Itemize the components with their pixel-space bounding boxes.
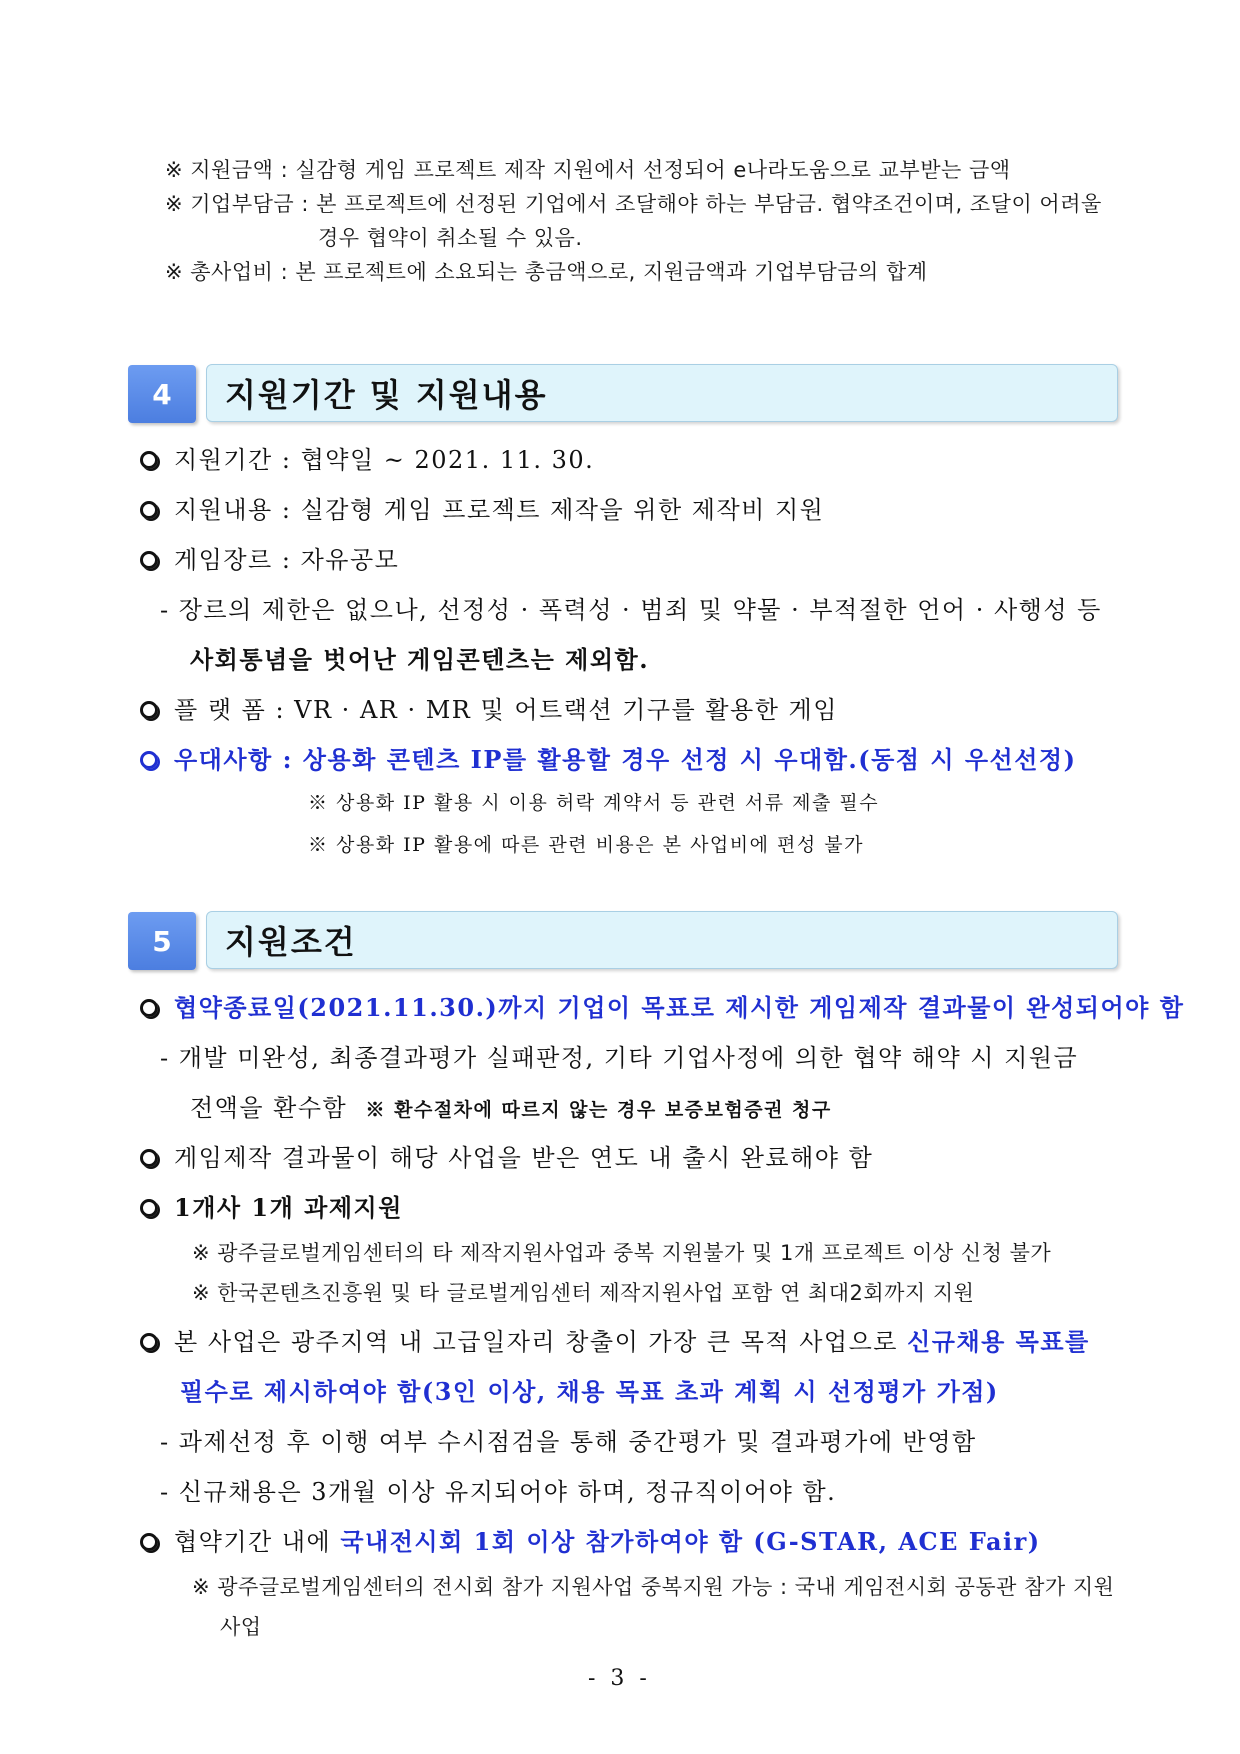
hollow-circle-bullet-icon xyxy=(140,701,158,719)
page-number: - 3 - xyxy=(588,1666,651,1691)
preference-note-2: ※ 상용화 IP 활용에 따른 관련 비용은 본 사업비에 편성 불가 xyxy=(308,834,864,856)
hiring-sub-2: - 신규채용은 3개월 이상 유지되어야 하며, 정규직이어야 함. xyxy=(160,1478,837,1506)
list-item-hiring: 본 사업은 광주지역 내 고급일자리 창출이 가장 큰 목적 사업으로 신규채용 목표를 xyxy=(140,1322,1090,1357)
hollow-circle-bullet-icon xyxy=(140,551,158,569)
list-item-preference: 우대사항 : 상용화 콘텐츠 IP를 활용할 경우 선정 시 우대함.(동점 시 우선선정) xyxy=(140,740,1076,775)
list-item-one-project: 1개사 1개 과제지원 xyxy=(140,1188,403,1223)
note-company-burden-cont: 경우 협약이 취소될 수 있음. xyxy=(318,226,583,250)
completion-sub-2: 전액을 환수함 ※ 환수절차에 따르지 않는 경우 보증보험증권 청구 xyxy=(190,1094,832,1122)
note-company-burden: ※ 기업부담금 : 본 프로젝트에 선정된 기업에서 조달해야 하는 부담금. 협약조건이며, 조달이 어려울 xyxy=(165,192,1102,216)
hiring-sub-1: - 과제선정 후 이행 여부 수시점검을 통해 중간평가 및 결과평가에 반영함 xyxy=(160,1428,977,1456)
hollow-circle-bullet-icon xyxy=(140,451,158,469)
exhibition-highlight: 국내전시회 1회 이상 참가하여야 함 (G-STAR, ACE Fair) xyxy=(340,1527,1041,1556)
section-5-number: 5 xyxy=(128,912,196,970)
list-item-period: 지원기간 : 협약일 ~ 2021. 11. 30. xyxy=(140,440,594,475)
list-item-release: 게임제작 결과물이 해당 사업을 받은 연도 내 출시 완료해야 함 xyxy=(140,1138,873,1173)
hollow-circle-bullet-icon xyxy=(140,751,158,769)
section-4-number: 4 xyxy=(128,365,196,423)
note-support-amount: ※ 지원금액 : 실감형 게임 프로젝트 제작 지원에서 선정되어 e나라도움으로 교부받는 금액 xyxy=(165,158,1011,182)
hollow-circle-bullet-icon xyxy=(140,1199,158,1217)
hiring-highlight: 신규채용 목표를 xyxy=(907,1327,1090,1356)
note-total-budget: ※ 총사업비 : 본 프로젝트에 소요되는 총금액으로, 지원금액과 기업부담금의 합계 xyxy=(165,260,928,284)
hollow-circle-bullet-icon xyxy=(140,999,158,1017)
exhibition-note-cont: 사업 xyxy=(220,1615,262,1639)
one-project-note-1: ※ 광주글로벌게임센터의 타 제작지원사업과 중복 지원불가 및 1개 프로젝트 이상 신청 불가 xyxy=(192,1241,1052,1265)
genre-restriction-note: - 장르의 제한은 없으나, 선정성 · 폭력성 · 범죄 및 약물 · 부적절한 언어 · 사행성 등 xyxy=(160,596,1102,624)
list-item-completion: 협약종료일(2021.11.30.)까지 기업이 목표로 제시한 게임제작 결과물이 완성되어야 함 xyxy=(140,988,1184,1023)
list-item-content: 지원내용 : 실감형 게임 프로젝트 제작을 위한 제작비 지원 xyxy=(140,490,824,525)
section-4-title: 지원기간 및 지원내용 xyxy=(206,364,1118,422)
hollow-circle-bullet-icon xyxy=(140,1333,158,1351)
genre-restriction-note-cont: 사회통념을 벗어난 게임콘텐츠는 제외함. xyxy=(190,645,650,674)
one-project-note-2: ※ 한국콘텐츠진흥원 및 타 글로벌게임센터 제작지원사업 포함 연 최대2회까지 지원 xyxy=(192,1281,975,1305)
hollow-circle-bullet-icon xyxy=(140,1149,158,1167)
list-item-platform: 플 랫 폼 : VR · AR · MR 및 어트랙션 기구를 활용한 게임 xyxy=(140,690,838,725)
hollow-circle-bullet-icon xyxy=(140,501,158,519)
section-5-title: 지원조건 xyxy=(206,911,1118,969)
list-item-genre: 게임장르 : 자유공모 xyxy=(140,540,399,575)
preference-note-1: ※ 상용화 IP 활용 시 이용 허락 계약서 등 관련 서류 제출 필수 xyxy=(308,792,880,814)
exhibition-note: ※ 광주글로벌게임센터의 전시회 참가 지원사업 중복지원 가능 : 국내 게임전시회 공동관 참가 지원 xyxy=(192,1575,1115,1599)
hollow-circle-bullet-icon xyxy=(140,1533,158,1551)
hiring-highlight-cont: 필수로 제시하여야 함(3인 이상, 채용 목표 초과 계획 시 선정평가 가점) xyxy=(180,1377,999,1406)
list-item-exhibition: 협약기간 내에 국내전시회 1회 이상 참가하여야 함 (G-STAR, ACE Fair) xyxy=(140,1522,1041,1557)
completion-sub-1: - 개발 미완성, 최종결과평가 실패판정, 기타 기업사정에 의한 협약 해약 시 지원금 xyxy=(160,1044,1079,1072)
refund-warning: ※ 환수절차에 따르지 않는 경우 보증보험증권 청구 xyxy=(365,1099,832,1121)
